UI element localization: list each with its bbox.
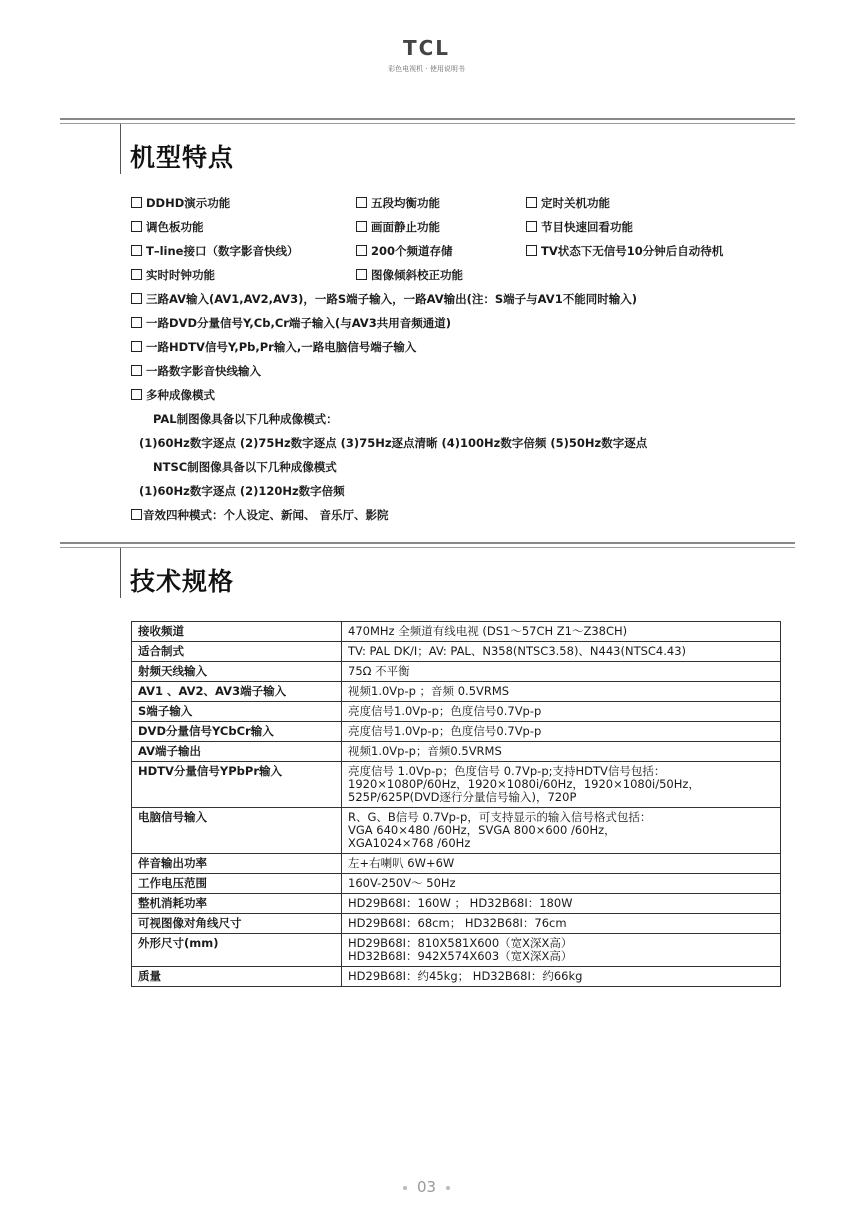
checkbox-icon [131,509,142,520]
spec-value: 视频1.0Vp-p；音频0.5VRMS [342,742,781,762]
spec-label: 伴音输出功率 [132,854,342,874]
checkbox-icon [131,317,142,328]
section-title-features: 机型特点 [130,143,235,172]
spec-label: HDTV分量信号YPbPr输入 [132,762,342,808]
table-row [132,742,781,762]
table-row [132,934,781,967]
spec-label: 射频天线输入 [132,662,342,682]
feature-line: 三路AV输入(AV1,AV2,AV3)，一路S端子输入，一路AV输出(注：S端子与AV1不能同时输入) [131,292,637,306]
table-row [132,808,781,854]
table-row [132,914,781,934]
checkbox-icon [131,341,142,352]
checkbox-icon [131,269,142,280]
feature-item: 200个频道存储 [356,244,453,258]
feature-line-sound: 音效四种模式：个人设定、新闻、 音乐厅、影院 [131,508,389,522]
table-row [132,762,781,808]
spec-label: 接收频道 [132,622,342,642]
spec-label: 整机消耗功率 [132,894,342,914]
section-divider [60,118,795,120]
checkbox-icon [356,221,367,232]
spec-value: 75Ω 不平衡 [342,662,781,682]
feature-item: 图像倾斜校正功能 [356,268,463,282]
spec-label: 工作电压范围 [132,874,342,894]
spec-value: 亮度信号1.0Vp-p；色度信号0.7Vp-p [342,722,781,742]
spec-value: 470MHz 全频道有线电视 (DS1～57CH Z1～Z38CH) [342,622,781,642]
spec-value: HD29B68I：160W ； HD32B68I：180W [342,894,781,914]
section-bar [120,124,121,174]
spec-value: 左+右喇叭 6W+6W [342,854,781,874]
pal-title: PAL制图像具备以下几种成像模式： [153,412,338,426]
spec-value: 160V-250V～ 50Hz [342,874,781,894]
ntsc-modes: (1)60Hz数字逐点 (2)120Hz数字倍频 [139,484,345,498]
spec-label: S端子输入 [132,702,342,722]
spec-label: 电脑信号输入 [132,808,342,854]
table-row [132,702,781,722]
feature-item: 调色板功能 [131,220,204,234]
spec-label: DVD分量信号YCbCr输入 [132,722,342,742]
spec-value: HD29B68I：68cm； HD32B68I：76cm [342,914,781,934]
spec-value: 亮度信号1.0Vp-p；色度信号0.7Vp-p [342,702,781,722]
feature-item: 五段均衡功能 [356,196,440,210]
feature-line: 一路数字影音快线输入 [131,364,261,378]
checkbox-icon [131,389,142,400]
feature-line: 一路HDTV信号Y,Pb,Pr输入,一路电脑信号端子输入 [131,340,416,354]
table-row [132,642,781,662]
spec-value: HD29B68I：810X581X600（宽X深X高） HD32B68I：942X574X603（宽X深X高） [342,934,781,967]
feature-item: T–line接口（数字影音快线） [131,244,298,258]
checkbox-icon [356,197,367,208]
header-subtitle: 彩色电视机 · 使用说明书 [388,65,465,73]
checkbox-icon [131,221,142,232]
page-number: 03 [0,1178,853,1196]
spec-value: HD29B68I：约45kg； HD32B68I：约66kg [342,967,781,987]
checkbox-icon [526,197,537,208]
section-divider [60,542,795,544]
feature-line: 一路DVD分量信号Y,Cb,Cr端子输入(与AV3共用音频通道) [131,316,451,330]
checkbox-icon [131,245,142,256]
section-title-specs: 技术规格 [130,567,235,596]
page-header [0,36,853,74]
feature-item: 画面静止功能 [356,220,440,234]
spec-table [131,621,781,987]
spec-label: 质量 [132,967,342,987]
brand-logo: TCL [402,36,451,60]
spec-value: 视频1.0Vp-p ；音频 0.5VRMS [342,682,781,702]
dot-icon [446,1186,450,1190]
spec-label: AV1 、AV2、AV3端子输入 [132,682,342,702]
table-row [132,874,781,894]
pal-modes: (1)60Hz数字逐点 (2)75Hz数字逐点 (3)75Hz逐点清晰 (4)100Hz数字倍频 (5)50Hz数字逐点 [139,436,648,450]
spec-value: 亮度信号 1.0Vp-p；色度信号 0.7Vp-p;支持HDTV信号包括： 1920×1080P/60Hz，1920×1080i/60Hz，1920×1080i/50Hz， 525P/625P(DVD逐行分量信号输入)，720P [342,762,781,808]
section-divider [60,123,795,124]
table-row [132,622,781,642]
feature-item: 实时时钟功能 [131,268,215,282]
spec-label: AV端子输出 [132,742,342,762]
feature-item: 节目快速回看功能 [526,220,633,234]
feature-item: 定时关机功能 [526,196,610,210]
feature-item: DDHD演示功能 [131,196,230,210]
table-row [132,854,781,874]
checkbox-icon [526,221,537,232]
checkbox-icon [131,365,142,376]
checkbox-icon [131,197,142,208]
spec-value: R、G、B信号 0.7Vp-p，可支持显示的输入信号格式包括： VGA 640×480 /60Hz，SVGA 800×600 /60Hz， XGA1024×768 /60Hz [342,808,781,854]
feature-item: TV状态下无信号10分钟后自动待机 [526,244,723,258]
checkbox-icon [356,269,367,280]
spec-label: 可视图像对角线尺寸 [132,914,342,934]
checkbox-icon [356,245,367,256]
table-row [132,894,781,914]
spec-label: 适合制式 [132,642,342,662]
table-row [132,662,781,682]
section-bar [120,548,121,598]
checkbox-icon [526,245,537,256]
checkbox-icon [131,293,142,304]
dot-icon [403,1186,407,1190]
spec-label: 外形尺寸(mm) [132,934,342,967]
section-divider [60,547,795,548]
feature-line: 多种成像模式 [131,388,215,402]
spec-value: TV: PAL DK/I；AV: PAL、N358(NTSC3.58)、N443(NTSC4.43) [342,642,781,662]
table-row [132,722,781,742]
table-row [132,682,781,702]
table-row [132,967,781,987]
ntsc-title: NTSC制图像具备以下几种成像模式 [153,460,337,474]
